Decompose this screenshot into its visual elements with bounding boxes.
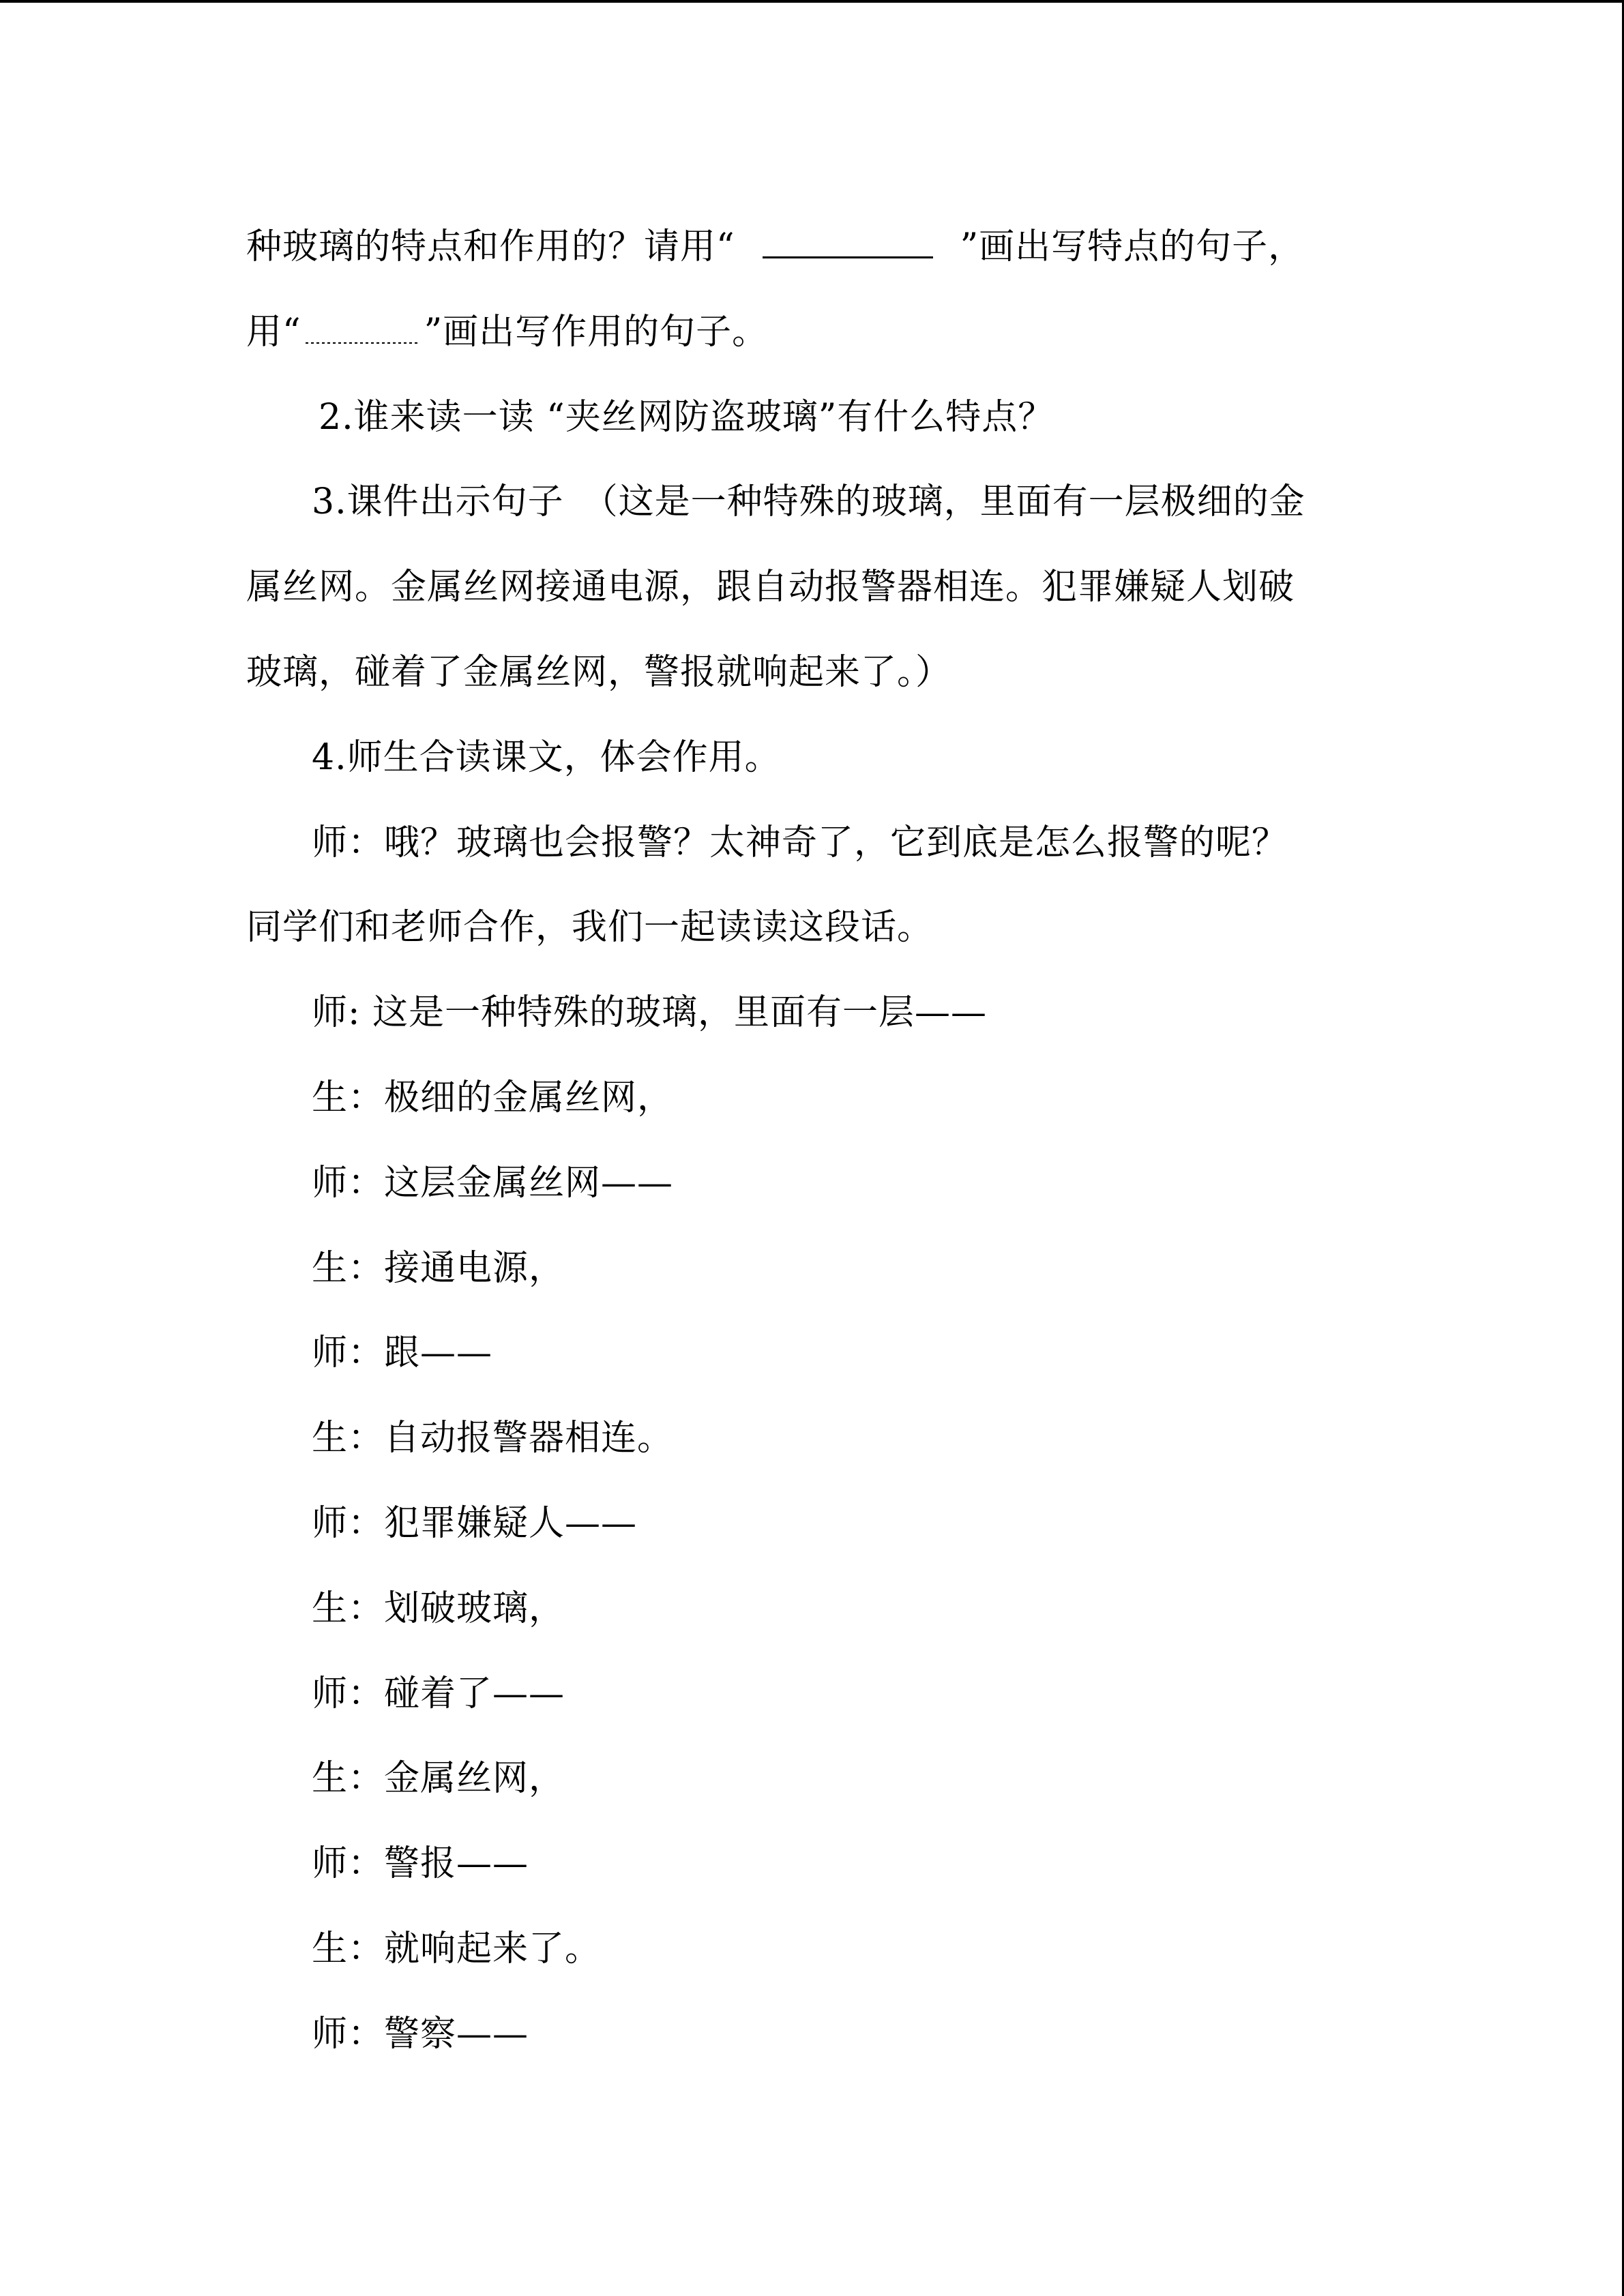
wavy-underline-blank	[306, 334, 420, 344]
dialogue-line: 师：碰着了——	[312, 1673, 565, 1714]
line-text: ”画出写特点的句子，	[960, 226, 1305, 267]
document-body	[246, 205, 1378, 2077]
dialogue-line: 师：警察——	[312, 2013, 529, 2055]
dialogue-line: 生：自动报警器相连。	[312, 1418, 674, 1459]
paragraph-line: 4.师生合读课文，体会作用。	[312, 736, 781, 778]
paragraph-line: 同学们和老师合作，我们一起读读这段话。	[246, 907, 934, 949]
paragraph-line: 3.课件出示句子 （这是一种特殊的玻璃，里面有一层极细的金	[312, 481, 1305, 523]
straight-underline-blank	[763, 250, 933, 258]
dialogue-line: 师: 这是一种特殊的玻璃，里面有一层——	[312, 992, 988, 1034]
dialogue-line: 生：接通电源，	[312, 1247, 565, 1289]
dialogue-line: 生：就响起来了。	[312, 1928, 602, 1969]
dialogue-line: 师：这层金属丝网——	[312, 1162, 674, 1204]
dialogue-line: 生：金属丝网，	[312, 1758, 565, 1800]
paragraph-line: 2.谁来读一读 “夹丝网防盗玻璃”有什么特点？	[319, 396, 1054, 438]
dialogue-line: 生：划破玻璃，	[312, 1587, 565, 1629]
paragraph-line	[246, 205, 1378, 290]
dialogue-line: 生：极细的金属丝网，	[312, 1077, 674, 1118]
line-text: ”画出写作用的句子。	[424, 311, 769, 353]
dialogue-line: 师：犯罪嫌疑人——	[312, 1502, 638, 1544]
paragraph-line: 属丝网。金属丝网接通电源，跟自动报警器相连。犯罪嫌疑人划破	[246, 567, 1295, 608]
page-top-border	[0, 0, 1624, 3]
paragraph-line: 师：哦？玻璃也会报警？太神奇了，它到底是怎么报警的呢？	[312, 822, 1288, 863]
paragraph-line	[246, 290, 1378, 375]
dialogue-line: 师：跟——	[312, 1332, 493, 1374]
line-text: 用“	[246, 311, 301, 353]
line-text: 种玻璃的特点和作用的？请用“	[246, 226, 735, 267]
paragraph-line: 玻璃，碰着了金属丝网，警报就响起来了。）	[246, 651, 952, 693]
dialogue-line: 师：警报——	[312, 1843, 529, 1885]
